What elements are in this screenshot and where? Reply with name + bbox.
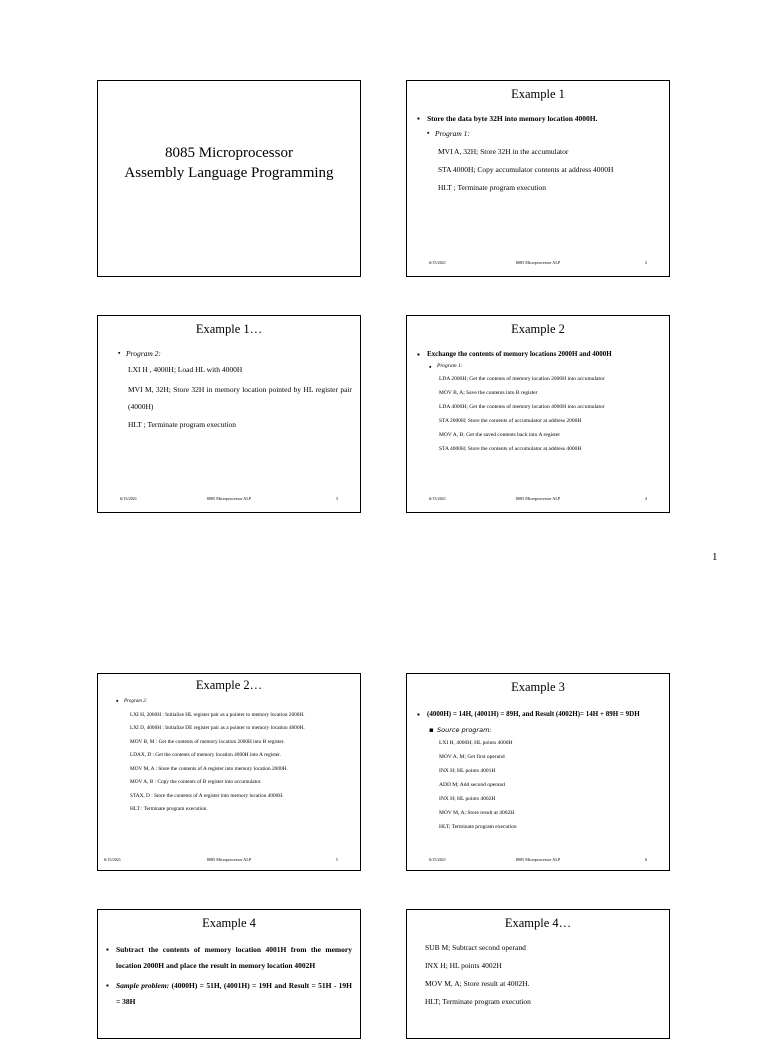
bullet-text: (4000H) = 51H, (4001H) = 19H and Result = 51H - 19H = 38H — [116, 981, 352, 1006]
footer-page: 2 — [644, 260, 647, 265]
slide-title — [97, 80, 361, 277]
slide-title: Example 1… — [195, 322, 263, 336]
footer-date: 6/15/2021 — [120, 496, 137, 501]
slide-title: Example 3 — [511, 680, 565, 694]
cover-title-line2: Assembly Language Programming — [124, 165, 334, 181]
code-line: STAX, D : Store the contents of A register into memory location 4000H. — [130, 792, 284, 799]
code-line: HLT : Terminate program execution. — [130, 806, 208, 812]
code-line: LDA 2000H; Get the contents of memory location 2000H into accumulator — [439, 376, 605, 382]
bullet: ▪ Subtract the contents of memory location 4001H from the memory location 2000H and place the result in memory location 4002H — [106, 942, 352, 974]
sub-bullet: ▪ Source program: — [429, 726, 661, 734]
code-line: ADD M; Add second operand — [439, 782, 505, 788]
sub-bullet: ▪ Program 2: — [116, 698, 354, 706]
footer-label: 8085 Microprocessor ALP — [515, 857, 561, 862]
sub-bullet: ▪ Program 1: — [427, 129, 661, 138]
slide-footer — [98, 496, 360, 504]
bullet-label: Sample problem: — [116, 981, 170, 990]
code-line: MVI M, 32H; Store 32H in memory location pointed by HL register pair (4000H) — [128, 385, 352, 411]
bullet: ▪ (4000H) = 14H, (4001H) = 89H, and Result (4002H)= 14H + 89H = 9DH — [417, 707, 661, 722]
code-block — [439, 376, 663, 452]
slide-example-1-cont — [97, 315, 361, 513]
cover-title-line1: 8085 Microprocessor — [165, 145, 293, 161]
footer-page: 4 — [644, 496, 647, 501]
slide-example-2-cont — [97, 673, 361, 871]
footer-page: 5 — [335, 857, 338, 862]
code-line: MOV A, B : Copy the contents of B register into accumulator. — [130, 779, 262, 785]
slide-example-2 — [406, 315, 670, 513]
code-line: LXI H, 2000H : Initialize HL register pair as a pointer to memory location 2000H. — [130, 711, 305, 718]
bullet: ▪ Exchange the contents of memory locations 2000H and 4000H — [417, 350, 663, 358]
code-line: SUB M; Subtract second operand — [425, 943, 526, 952]
code-line: MOV M, A; Store result at 4002H — [439, 810, 515, 816]
footer-page: 6 — [644, 857, 647, 862]
code-line: LDA 4000H; Get the contents of memory location 4000H into accumulator — [439, 404, 605, 410]
code-line: MOV A, M; Get first operand — [439, 754, 505, 760]
cover-title — [98, 143, 360, 183]
slide-body — [116, 698, 354, 814]
sub-bullet: ▪ Program 1: — [429, 363, 663, 369]
slide-body — [417, 707, 661, 830]
slide-title: Example 4… — [504, 916, 572, 930]
slide-example-1 — [406, 80, 670, 277]
footer-date: 6/15/2021 — [429, 496, 446, 501]
code-block — [439, 740, 661, 830]
slide-body — [417, 114, 661, 192]
footer-date: 6/15/2021 — [104, 857, 121, 862]
code-line: STA 4000H; Store the contents of accumulator at address 4000H — [439, 446, 582, 452]
slide-body — [425, 943, 661, 1006]
code-line: MVI A, 32H; Store 32H in the accumulator — [438, 147, 569, 156]
code-line: STA 4000H; Copy accumulator contents at address 4000H — [438, 165, 614, 174]
slide-example-4 — [97, 909, 361, 1039]
code-line: MOV M, A; Store result at 4002H. — [425, 979, 530, 988]
code-line: MOV M, A : Store the contents of A register into memory location 2000H. — [130, 765, 288, 772]
slide-body — [417, 350, 663, 452]
footer-label: 8085 Microprocessor ALP — [206, 857, 252, 862]
bullet: ▪ Store the data byte 32H into memory location 4000H. — [417, 114, 661, 123]
code-line: MOV A, B; Get the saved contents back into A register — [439, 432, 561, 438]
slide-title: Example 4 — [202, 916, 256, 930]
slide-footer — [98, 857, 360, 865]
code-line: STA 2000H; Store the contents of accumulator at address 2000H — [439, 418, 582, 424]
slide-footer — [407, 857, 669, 865]
slide-title: Example 2… — [195, 678, 263, 692]
slide-footer — [407, 260, 669, 268]
slide-example-3 — [406, 673, 670, 871]
code-line: INX H; HL points 4002H — [425, 961, 502, 970]
slide-title: Example 2 — [511, 322, 565, 336]
slide-title: Example 1 — [511, 87, 565, 101]
sub-bullet: ▪ Program 2: — [118, 349, 352, 358]
code-line: HLT ; Terminate program execution — [128, 420, 237, 429]
code-line: INX H; HL points 4001H — [439, 768, 496, 774]
slide-example-4-cont — [406, 909, 670, 1039]
code-line: HLT; Terminate program execution — [425, 997, 531, 1006]
code-line: LXI D, 4000H : Initialize DE register pair as a pointer to memory location 4000H. — [130, 725, 305, 731]
slide-body — [118, 349, 352, 429]
code-line: HLT; Terminate program execution — [439, 824, 517, 830]
code-line: HLT ; Terminate program execution — [438, 183, 547, 192]
code-line: LXI H, 4000H; HL points 4000H — [439, 740, 513, 746]
slide-footer — [407, 496, 669, 504]
code-line: MOV B, A; Save the contents into B register — [439, 390, 538, 396]
code-block — [130, 712, 354, 814]
page-number: 1 — [712, 551, 718, 563]
bullet — [106, 978, 352, 1010]
footer-page: 3 — [335, 496, 338, 501]
footer-date: 6/15/2021 — [429, 857, 446, 862]
slide-body — [106, 942, 352, 1010]
footer-label: 8085 Microprocessor ALP — [515, 496, 561, 501]
footer-label: 8085 Microprocessor ALP — [206, 496, 252, 501]
code-line: INX H; HL points 4002H — [439, 796, 496, 802]
footer-date: 6/15/2021 — [429, 260, 446, 265]
footer-label: 8085 Microprocessor ALP — [515, 260, 561, 265]
code-line: MOV B, M : Get the contents of memory location 2000H into B register. — [130, 738, 285, 745]
code-line: LXI H , 4000H; Load HL with 4000H — [128, 365, 243, 374]
code-line: LDAX, D : Get the contents of memory location 4000H into A register. — [130, 752, 281, 758]
